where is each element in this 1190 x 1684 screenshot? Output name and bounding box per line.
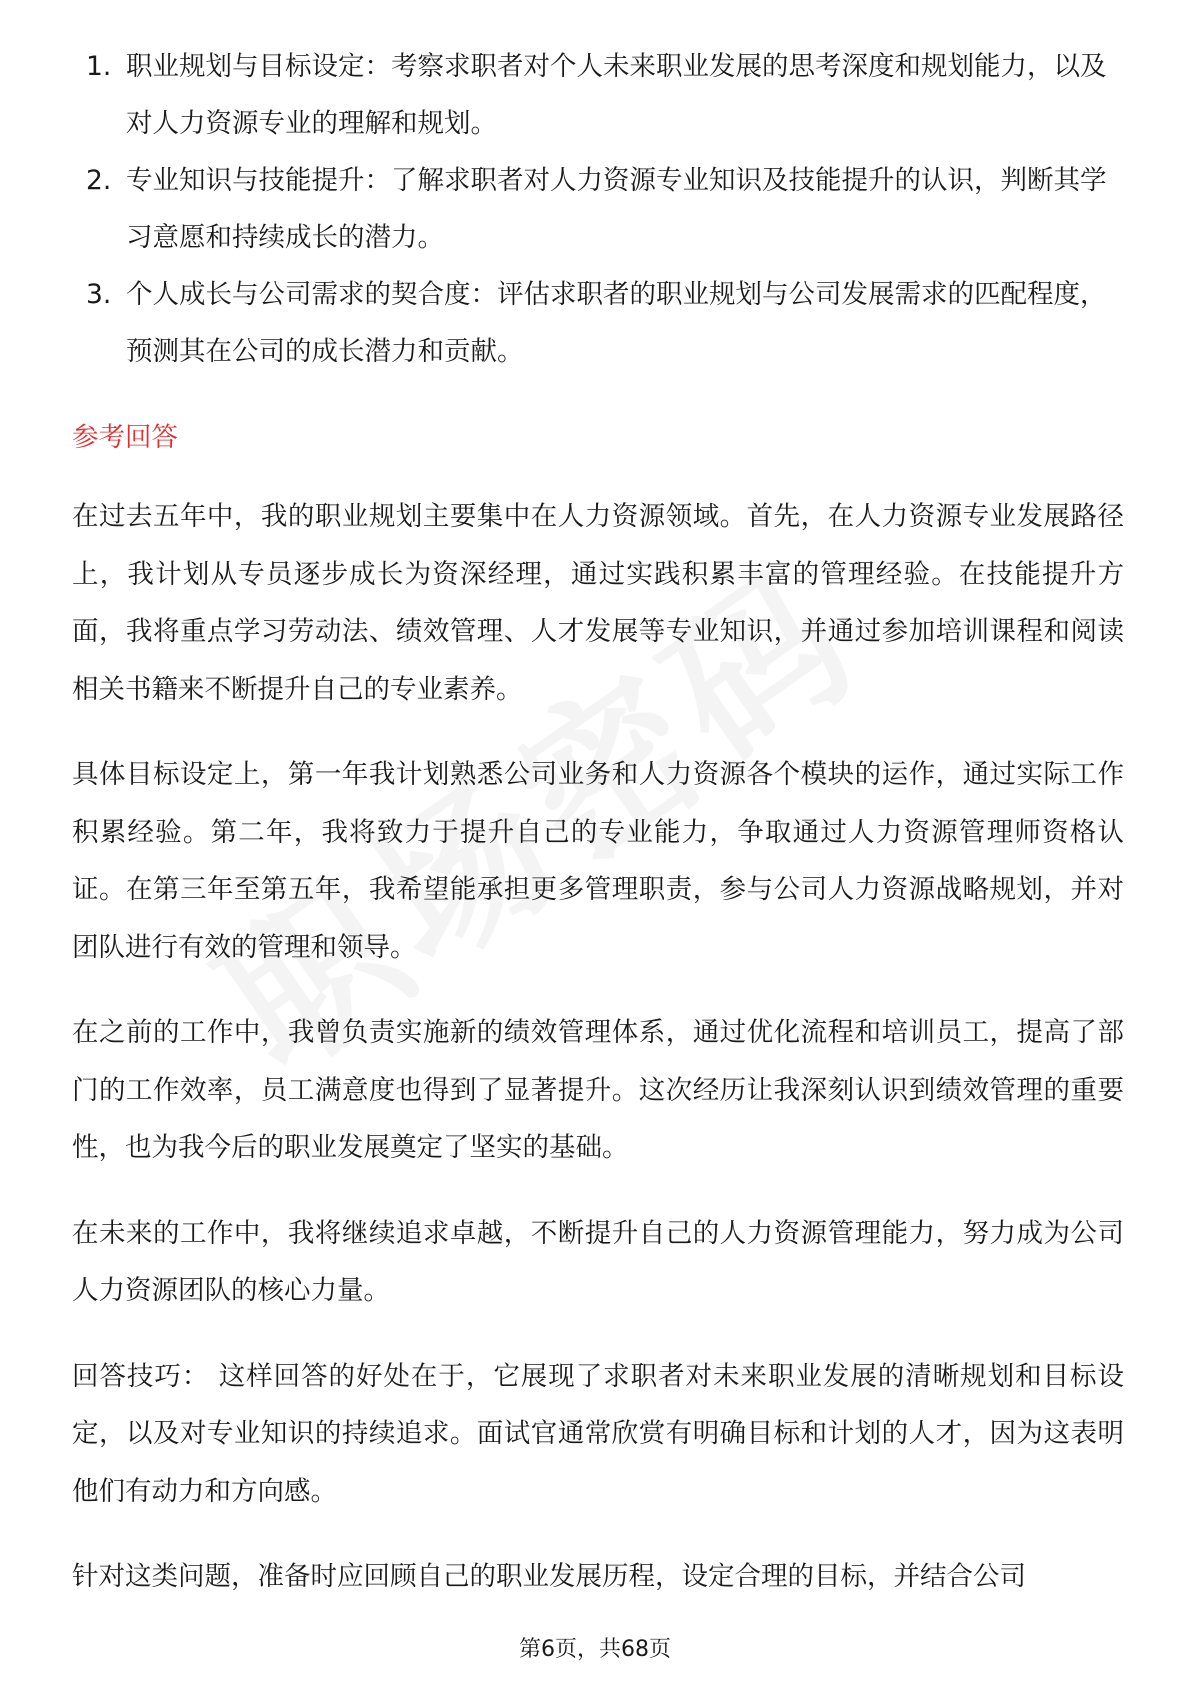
section-title-reference-answer: 参考回答 bbox=[72, 422, 178, 453]
answer-tips-paragraph: 回答技巧： 这样回答的好处在于，它展现了求职者对未来职业发展的清晰规划和目标设定，以及对专业知识的持续追求。面试官通常欣赏有明确目标和计划的人才，因为这表明他们有动力和方向感。 bbox=[72, 1360, 1124, 1507]
criteria-text: 个人成长与公司需求的契合度：评估求职者的职业规划与公司发展需求的匹配程度，预测其在公司的成长潜力和贡献。 bbox=[126, 279, 1107, 367]
answer-paragraph: 具体目标设定上，第一年我计划熟悉公司业务和人力资源各个模块的运作，通过实际工作积累经验。第二年，我将致力于提升自己的专业能力，争取通过人力资源管理师资格认证。在第三年至第五年，我希望能承担更多管理职责，参与公司人力资源战略规划，并对团队进行有效的管理和领导。 bbox=[72, 759, 1124, 963]
answer-paragraph: 在未来的工作中，我将继续追求卓越，不断提升自己的人力资源管理能力，努力成为公司人力资源团队的核心力量。 bbox=[72, 1217, 1124, 1306]
answer-paragraph: 在之前的工作中，我曾负责实施新的绩效管理体系，通过优化流程和培训员工，提高了部门的工作效率，员工满意度也得到了显著提升。这次经历让我深刻认识到绩效管理的重要性，也为我今后的职业发展奠定了坚实的基础。 bbox=[72, 1017, 1124, 1163]
criteria-list bbox=[72, 38, 1124, 380]
criteria-item bbox=[72, 38, 1124, 152]
page-number-footer: 第6页，共68页 bbox=[519, 1637, 671, 1662]
criteria-text: 专业知识与技能提升：了解求职者对人力资源专业知识及技能提升的认识，判断其学习意愿和持续成长的潜力。 bbox=[126, 165, 1107, 253]
answer-paragraph: 针对这类问题，准备时应回顾自己的职业发展历程，设定合理的目标，并结合公司 bbox=[72, 1561, 1026, 1592]
criteria-number: 3. bbox=[86, 279, 112, 310]
criteria-item bbox=[72, 266, 1124, 380]
answer-paragraph: 在过去五年中，我的职业规划主要集中在人力资源领域。首先，在人力资源专业发展路径上，我计划从专员逐步成长为资深经理，通过实践积累丰富的管理经验。在技能提升方面，我将重点学习劳动法、绩效管理、人才发展等专业知识，并通过参加培训课程和阅读相关书籍来不断提升自己的专业素养。 bbox=[72, 501, 1124, 705]
criteria-item bbox=[72, 152, 1124, 266]
criteria-number: 1. bbox=[86, 51, 112, 82]
criteria-number: 2. bbox=[86, 165, 112, 196]
criteria-text: 职业规划与目标设定：考察求职者对个人未来职业发展的思考深度和规划能力，以及对人力资源专业的理解和规划。 bbox=[126, 51, 1107, 139]
content bbox=[72, 38, 1124, 1606]
